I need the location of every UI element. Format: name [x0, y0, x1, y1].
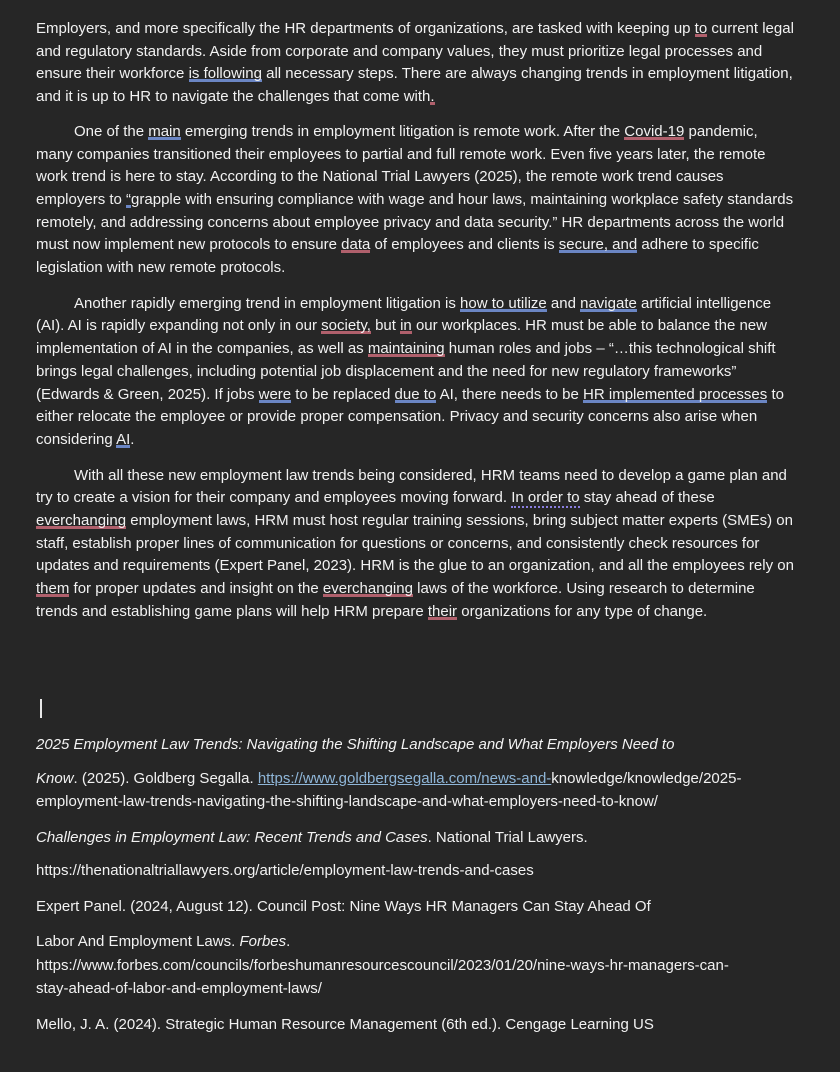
reference-text: Labor And Employment Laws. [36, 933, 240, 950]
text-run: to either relocate the employee or provide proper compensation. Privacy and security concerns also arise when considering [36, 385, 784, 448]
text-run: adhere to specific legislation with new remote protocols. [36, 236, 759, 277]
reference-meta: . (2025). Goldberg Segalla. [73, 769, 258, 787]
reference-3-line-2 [36, 930, 816, 954]
style-suggestion-mark[interactable]: is following [188, 65, 262, 83]
text-run: organizations for any type of change. [457, 602, 708, 620]
reference-url: employment-law-trends-navigating-the-shifting-landscape-and-what-employers-need-to-know/ [36, 793, 658, 810]
grammar-mark[interactable]: data [341, 236, 371, 254]
paragraph-3 [36, 293, 796, 452]
text-run: to be replaced [291, 385, 395, 403]
spelling-mark[interactable]: everchanging [322, 580, 413, 598]
paragraph-2 [36, 121, 796, 280]
style-suggestion-mark[interactable]: secure, and [558, 236, 638, 254]
text-run: . [130, 430, 135, 448]
reference-1-line-3 [36, 790, 816, 814]
text-run: laws of the workforce. Using research to determine trends and establishing game plans will help HRM prepare [36, 580, 755, 620]
grammar-mark[interactable]: their [427, 602, 458, 620]
reference-title: Challenges in Employment Law: Recent Trends and Cases [36, 828, 428, 846]
grammar-mark[interactable]: in [400, 317, 412, 335]
document-body[interactable] [36, 18, 796, 624]
text-run: for proper updates and insight on the [69, 580, 323, 598]
spelling-mark[interactable]: everchanging [36, 512, 127, 530]
text-run: our workplaces. HR must be able to balance the new implementation of AI in the companies, as well as [36, 317, 767, 358]
reference-1-line-2 [36, 767, 816, 791]
reference-2-line-1 [36, 826, 816, 850]
text-run: of employees and clients is [370, 236, 559, 254]
reference-2-line-2 [36, 859, 816, 883]
text-run: Employers, and more specifically the HR departments of organizations, are tasked with keeping up [36, 20, 695, 37]
text-run: current legal and regulatory standards. Aside from corporate and company values, they must prioritize legal processes and ensure their workforce [36, 20, 794, 83]
style-suggestion-mark[interactable]: “ [126, 190, 132, 208]
grammar-mark[interactable]: them [36, 580, 70, 598]
text-run: stay ahead of these [579, 489, 715, 507]
reference-4 [36, 1013, 816, 1037]
text-run: grapple with ensuring compliance with wage and hour laws, maintaining workplace safety standards remotely, and addressing concerns about employee privacy and data security.” HR departments across the world must now implement new protocols to ensure [36, 190, 794, 254]
grammar-mark[interactable]: . [430, 88, 435, 106]
paragraph-1 [36, 18, 796, 109]
clarity-suggestion-mark[interactable]: In order to [511, 489, 580, 507]
text-run: employment laws, HRM must host regular training sessions, bring subject matter experts (SMEs) on staff, establish proper lines of communication for questions or concerns, and consistently check resources for updates and requirements (Expert Panel, 2023). HRM is the glue to an organization, and all the employees rely on [36, 512, 794, 575]
reference-text: Expert Panel. (2024, August 12). Council Post: Nine Ways HR Managers Can Stay Ahead Of [36, 897, 651, 915]
text-cursor [40, 699, 42, 718]
reference-text: Mello, J. A. (2024). Strategic Human Resource Management (6th ed.). Cengage Learning US [36, 1015, 654, 1033]
grammar-mark[interactable]: maintaining [367, 340, 445, 358]
text-run: all necessary steps. There are always changing trends in employment litigation, and it is up to HR to navigate the challenges that come with [36, 65, 793, 106]
style-suggestion-mark[interactable]: due to [394, 385, 437, 403]
text-run: emerging trends in employment litigation is remote work. After the [180, 122, 625, 140]
text-run: With all these new employment law trends being considered, HRM teams need to develop a game plan and try to create a vision for their company and employees moving forward. [36, 466, 787, 507]
reference-publication: Forbes [239, 933, 287, 950]
reference-1-line-1 [36, 733, 816, 757]
grammar-mark[interactable]: to [694, 20, 708, 37]
spelling-mark[interactable]: Covid-19 [624, 122, 685, 140]
reference-title: Know [36, 769, 74, 787]
reference-meta: . National Trial Lawyers. [427, 828, 588, 846]
text-run: Another rapidly emerging trend in employment litigation is [74, 294, 461, 312]
text-run: and [546, 294, 581, 312]
style-suggestion-mark[interactable]: were [258, 385, 292, 403]
text-run: but [370, 317, 401, 335]
style-suggestion-mark[interactable]: navigate [580, 294, 637, 312]
text-run: AI, there needs to be [436, 385, 584, 403]
reference-url: knowledge/knowledge/2025- [551, 769, 742, 787]
paragraph-4 [36, 465, 796, 624]
style-suggestion-mark[interactable]: main [148, 122, 181, 140]
reference-url: stay-ahead-of-labor-and-employment-laws/ [36, 980, 322, 997]
text-run: artificial intelligence (AI). AI is rapidly expanding not only in our [36, 294, 772, 335]
reference-text: . [286, 933, 291, 950]
text-run: pandemic, many companies transitioned their employees to partial and full remote work. Even five years later, the remote work trend is here to stay. According to the National Trial Lawyers (2025), the remote work trend causes employers to [36, 122, 766, 208]
reference-link[interactable]: https://www.goldbergsegalla.com/news-and- [257, 769, 552, 787]
reference-3-line-1 [36, 895, 816, 919]
reference-3-line-3 [36, 954, 816, 978]
reference-url: https://www.forbes.com/councils/forbeshumanresourcescouncil/2023/01/20/nine-ways-hr-managers-can- [36, 956, 729, 974]
reference-3-line-4 [36, 977, 816, 1001]
style-suggestion-mark[interactable]: AI [116, 430, 131, 448]
text-run: One of the [74, 122, 149, 140]
reference-title: 2025 Employment Law Trends: Navigating the Shifting Landscape and What Employers Need to [36, 736, 675, 753]
references-list [36, 733, 816, 1036]
text-run: human roles and jobs – “…this technological shift brings legal challenges, including potential job displacement and the need for new regulatory frameworks” (Edwards & Green, 2025). If jobs [36, 340, 776, 403]
reference-url: https://thenationaltriallawyers.org/article/employment-law-trends-and-cases [36, 862, 534, 879]
grammar-mark[interactable]: society, [321, 317, 371, 335]
style-suggestion-mark[interactable]: HR implemented processes [583, 385, 768, 403]
style-suggestion-mark[interactable]: how to utilize [460, 294, 547, 312]
